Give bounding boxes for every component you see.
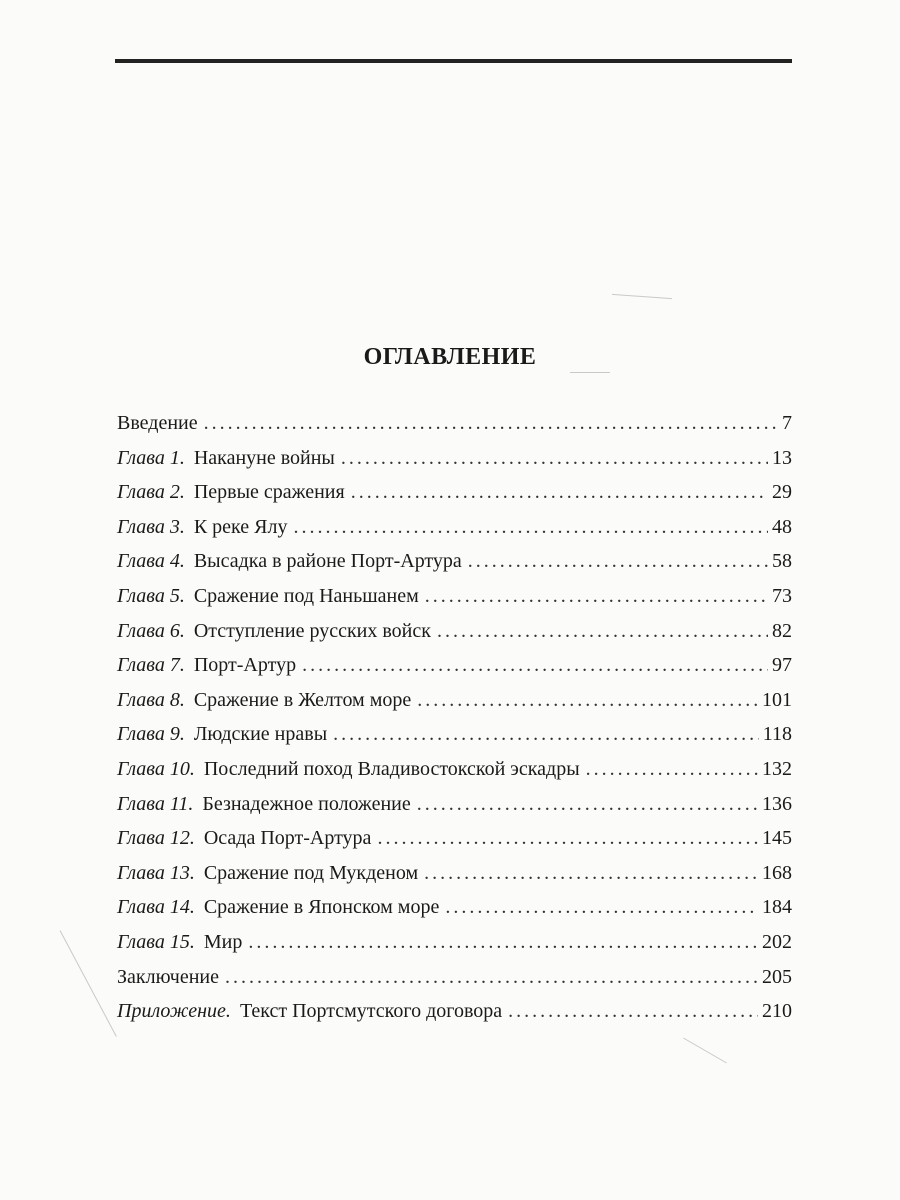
toc-entry [117, 544, 792, 579]
dot-leader [417, 787, 758, 822]
toc-entry [117, 717, 792, 752]
page-number: 58 [772, 550, 792, 573]
toc-entry [117, 890, 792, 925]
toc-entry [117, 821, 792, 856]
chapter-label: Приложение. [117, 1000, 231, 1023]
toc-entry [117, 510, 792, 545]
chapter-title: Последний поход Владивостокской эскадры [203, 757, 580, 780]
chapter-title: Отступление русских войск [193, 619, 431, 642]
dot-leader [377, 821, 758, 856]
page-number: 202 [762, 930, 792, 953]
page-number: 145 [762, 827, 792, 850]
chapter-label: Глава 15. [117, 930, 195, 953]
chapter-title: Мир [203, 930, 243, 953]
chapter-label: Глава 5. [117, 584, 185, 607]
page-number: 13 [772, 446, 792, 469]
chapter-title: К реке Ялу [193, 515, 288, 538]
dot-leader [586, 752, 758, 787]
chapter-label: Глава 6. [117, 619, 185, 642]
toc-entry [117, 787, 792, 822]
dot-leader [248, 925, 758, 960]
dot-leader [225, 960, 758, 995]
table-of-contents [117, 406, 792, 1029]
chapter-label: Глава 14. [117, 896, 195, 919]
chapter-label: Глава 13. [117, 861, 195, 884]
page-number: 7 [782, 412, 792, 434]
chapter-title: Сражение в Желтом море [193, 688, 412, 711]
page-number: 136 [762, 792, 792, 815]
page-number: 118 [762, 723, 792, 746]
chapter-label: Глава 7. [117, 654, 185, 677]
chapter-label: Глава 11. [117, 792, 194, 815]
chapter-title: Высадка в районе Порт-Артура [193, 550, 462, 573]
chapter-label: Глава 1. [117, 446, 185, 469]
chapter-title: Сражение под Мукденом [203, 861, 419, 884]
dot-leader [204, 406, 778, 441]
page-number: 48 [772, 515, 792, 538]
dot-leader [468, 544, 768, 579]
page-number: 205 [762, 965, 792, 988]
toc-entry [117, 648, 792, 683]
chapter-label: Глава 10. [117, 757, 195, 780]
toc-entry [117, 856, 792, 891]
page-number: 101 [762, 688, 792, 711]
dot-leader [302, 648, 768, 683]
chapter-title: Первые сражения [193, 481, 345, 504]
chapter-label: Глава 9. [117, 723, 185, 746]
toc-entry [117, 441, 792, 476]
toc-entry [117, 475, 792, 510]
scan-smudge [683, 1038, 727, 1064]
toc-entry [117, 925, 792, 960]
scan-smudge [60, 930, 117, 1036]
chapter-label: Глава 2. [117, 481, 185, 504]
page-number: 29 [772, 481, 792, 504]
chapter-label: Глава 8. [117, 688, 185, 711]
chapter-title: Введение [117, 412, 198, 434]
chapter-label: Глава 4. [117, 550, 185, 573]
dot-leader [424, 856, 758, 891]
dot-leader [445, 890, 758, 925]
dot-leader [417, 683, 758, 718]
dot-leader [351, 475, 768, 510]
toc-entry [117, 960, 792, 995]
chapter-label: Глава 3. [117, 515, 185, 538]
page-number: 82 [772, 619, 792, 642]
chapter-title: Сражение в Японском море [203, 896, 440, 919]
page-number: 73 [772, 584, 792, 607]
chapter-title: Сражение под Наньшанем [193, 584, 419, 607]
page-number: 184 [762, 896, 792, 919]
dot-leader [425, 579, 768, 614]
toc-entry [117, 579, 792, 614]
page-title: ОГЛАВЛЕНИЕ [363, 344, 537, 370]
chapter-title: Осада Порт-Артура [203, 827, 372, 850]
scan-smudge [612, 294, 672, 299]
toc-entry [117, 752, 792, 787]
chapter-label: Глава 12. [117, 827, 195, 850]
dot-leader [508, 994, 758, 1029]
chapter-title: Порт-Артур [193, 654, 297, 677]
dot-leader [333, 717, 759, 752]
chapter-title: Безнадежное положение [202, 792, 411, 815]
top-rule [115, 59, 792, 63]
scan-smudge [570, 372, 610, 373]
toc-entry [117, 994, 792, 1029]
dot-leader [437, 614, 768, 649]
chapter-title: Накануне войны [193, 446, 335, 469]
page-number: 210 [762, 1000, 792, 1023]
toc-entry [117, 683, 792, 718]
chapter-title: Заключение [117, 965, 219, 988]
toc-entry [117, 614, 792, 649]
page-number: 168 [762, 861, 792, 884]
dot-leader [341, 441, 768, 476]
dot-leader [293, 510, 768, 545]
page-number: 132 [762, 757, 792, 780]
page-number: 97 [772, 654, 792, 677]
chapter-title: Людские нравы [193, 723, 328, 746]
toc-entry [117, 406, 792, 441]
chapter-title: Текст Портсмутского договора [239, 1000, 503, 1023]
